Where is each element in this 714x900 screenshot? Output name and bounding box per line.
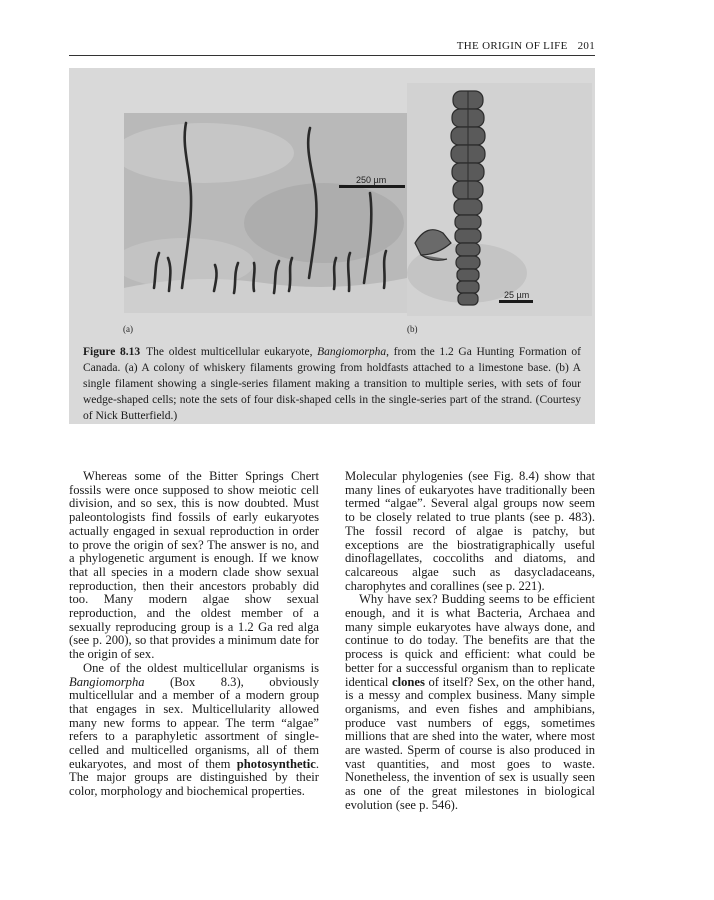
page-number: 201 (577, 40, 595, 52)
caption-text-1: The oldest multicellular eukaryote, (146, 346, 318, 358)
right-p2-text-2: of itself? Sex, on the other hand, is a messy and complex business. Many simple organisms, and even fishes and amphibians, produce vast numbers of eggs, sometimes millions that are shed into the water, where most are wasted. Sperm of course is also produced in vast quantities, and most goes to waste. Nonetheless, the invention of sex is usually seen as one of the great milestones in biological evolution (see p. 546). (345, 674, 595, 812)
scale-bar-a (339, 185, 405, 188)
right-paragraph-1: Molecular phylogenies (see Fig. 8.4) show that many lines of eukaryotes have traditionally been termed “algae”. Several algal groups now seem to be closely related to true plants (see p. 483). The fossil record of algae is patchy, but exceptions are the biostratigraphically useful dinoflagellates, coccoliths and diatoms, and calcareous algae such as dasycladaceans, charophytes and corallines (see p. 221). (345, 469, 595, 593)
filament-colony-illustration (124, 113, 407, 313)
header-rule (69, 55, 595, 56)
body-column-left (69, 470, 319, 799)
running-head (69, 40, 595, 52)
left-p2-text-3: . The major groups are distinguished by their color, morphology and biochemical properties. (69, 756, 319, 799)
left-p2-italic: Bangiomorpha (69, 674, 145, 689)
figure-caption (83, 344, 581, 424)
running-title: THE ORIGIN OF LIFE (456, 40, 568, 52)
left-paragraph-1: Whereas some of the Bitter Springs Chert fossils were once supposed to show meiotic cell division, and so sex, this is now doubted. Must paleontologists find fossils of early eukaryotes actually engaged in sexual reproduction in order to prove the origin of sex? The answer is no, and a phylogenetic argument is enough. If we know that all species in a modern clade show sexual reproduction, then their ancestors probably did too. Many modern algae show sexual reproduction, and the oldest member of a sexually reproducing group is a 1.2 Ga red alga (see p. 200), so that provides a minimum date for the origin of sex. (69, 469, 319, 662)
left-paragraph-2 (69, 662, 319, 799)
caption-text-2: , from the 1.2 Ga Hunting Formation of Canada. (a) A colony of whiskery filaments growing from holdfasts attached to a limestone base. (b) A single filament showing a single-series filament making a transition to multiple series, with sets of four wedge-shaped cells; note the sets of four disk-shaped cells in the single-series part of the strand. (Courtesy of Nick Butterfield.) (83, 346, 581, 422)
scale-bar-b (499, 300, 533, 303)
panel-a-label: (a) (123, 324, 133, 334)
scale-label-a: 250 µm (356, 175, 387, 185)
scale-label-b: 25 µm (504, 290, 530, 300)
figure-label: Figure 8.13 (83, 346, 141, 358)
caption-italic: Bangiomorpha (317, 346, 387, 358)
body-column-right (345, 470, 595, 813)
right-paragraph-2 (345, 593, 595, 812)
left-p2-bold: photosynthetic (236, 756, 316, 771)
single-filament-illustration (407, 83, 592, 316)
panel-b-label: (b) (407, 324, 418, 334)
figure-photo-a (124, 113, 407, 313)
figure-box (69, 68, 595, 424)
figure-photo-b (407, 83, 592, 316)
right-p2-bold: clones (391, 674, 425, 689)
left-p2-text-2: (Box 8.3), obviously multicellular and a member of a modern group that engages in sex. Multicellularity allowed many new forms to appear. The term “algae” refers to a paraphyletic assortment of single-celled and multicelled organisms, all of them eukaryotes, and most of them (69, 674, 319, 771)
left-p2-text-1: One of the oldest multicellular organisms is (83, 660, 319, 675)
right-p2-text-1: Why have sex? Budding seems to be efficient enough, and it is what Bacteria, Archaea and many simple eukaryotes have always done, and continue to do today. The benefits are that the process is quick and efficient: what could be better for a successful organism than to replicate identical (345, 592, 595, 689)
